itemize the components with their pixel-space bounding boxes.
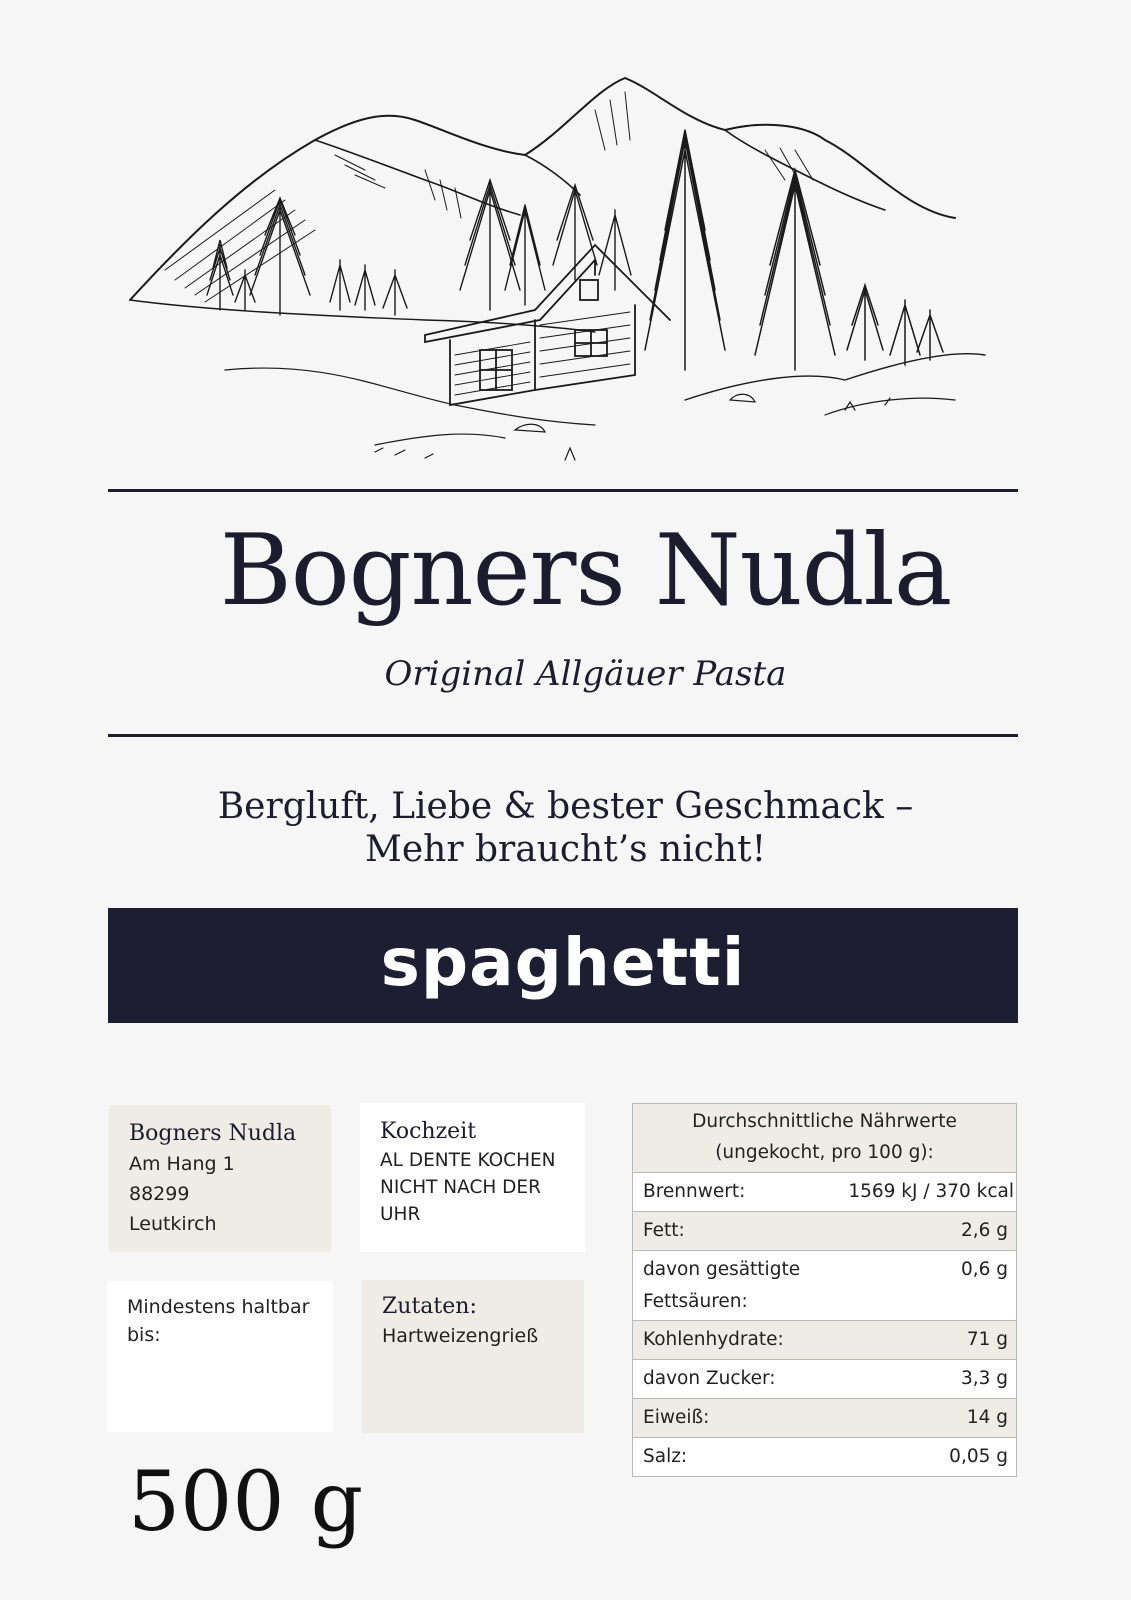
nutrition-title-line-1: Durchschnittliche Nährwerte: [692, 1111, 957, 1132]
nutrition-label: Brennwert:: [643, 1181, 746, 1202]
nutrition-label: davon Zucker:: [643, 1368, 776, 1389]
nutrition-value: 2,6 g: [960, 1220, 1008, 1241]
nutrition-row: [633, 1173, 1016, 1212]
nutrition-row: [633, 1438, 1016, 1476]
mountain-cabin-illustration: [125, 70, 1005, 475]
nutrition-table: [632, 1103, 1017, 1477]
address-street: Am Hang 1: [129, 1153, 235, 1175]
nutrition-value: 14 g: [966, 1407, 1008, 1428]
nutrition-value: 71 g: [966, 1329, 1008, 1350]
nutrition-value: 0,6 g: [960, 1259, 1008, 1280]
nutrition-value: 0,05 g: [949, 1446, 1008, 1467]
nutrition-label: Eiweiß:: [643, 1407, 710, 1428]
brand-title: Bogners Nudla: [219, 514, 952, 628]
address-zip: 88299: [129, 1183, 190, 1205]
address-box: [109, 1105, 331, 1252]
best-before-box: [107, 1281, 333, 1432]
best-before-label: bis:: [127, 1324, 161, 1346]
slogan-line-2: Mehr braucht’s nicht!: [364, 829, 767, 870]
ingredients-box: [362, 1280, 584, 1433]
top-divider: [108, 489, 1018, 492]
slogan-line-1: Bergluft, Liebe & bester Geschmack –: [217, 786, 914, 827]
net-weight: 500 g: [128, 1455, 364, 1550]
address-city: Leutkirch: [129, 1213, 217, 1235]
nutrition-row: [633, 1399, 1016, 1438]
cooking-line: UHR: [380, 1204, 421, 1225]
nutrition-label: Fett:: [643, 1220, 685, 1241]
nutrition-value: 1569 kJ / 370 kcal: [848, 1181, 1014, 1202]
cooking-line: AL DENTE KOCHEN: [380, 1150, 556, 1171]
best-before-label: Mindestens haltbar: [127, 1296, 310, 1318]
ingredients-heading: Zutaten:: [382, 1294, 477, 1319]
nutrition-title: [633, 1104, 1016, 1173]
nutrition-label: davon gesättigte Fettsäuren:: [643, 1259, 801, 1312]
cooking-line: NICHT NACH DER: [380, 1177, 541, 1198]
nutrition-value: 3,3 g: [960, 1368, 1008, 1389]
brand-subtitle: Original Allgäuer Pasta: [384, 654, 787, 694]
ingredients-text: Hartweizengrieß: [382, 1325, 539, 1347]
slogan: [0, 785, 1131, 871]
nutrition-label: Salz:: [643, 1446, 688, 1467]
cooking-heading: Kochzeit: [380, 1119, 477, 1144]
nutrition-row: [633, 1321, 1016, 1360]
cooking-box: [360, 1103, 585, 1252]
nutrition-title-line-2: (ungekocht, pro 100 g):: [715, 1142, 934, 1163]
nutrition-label: Kohlenhydrate:: [643, 1329, 784, 1350]
nutrition-row: [633, 1360, 1016, 1399]
nutrition-row: [633, 1212, 1016, 1251]
bottom-divider: [108, 734, 1018, 737]
address-name: Bogners Nudla: [129, 1121, 297, 1146]
nutrition-row: [633, 1251, 1016, 1321]
product-name-banner: spaghetti: [108, 908, 1018, 1023]
